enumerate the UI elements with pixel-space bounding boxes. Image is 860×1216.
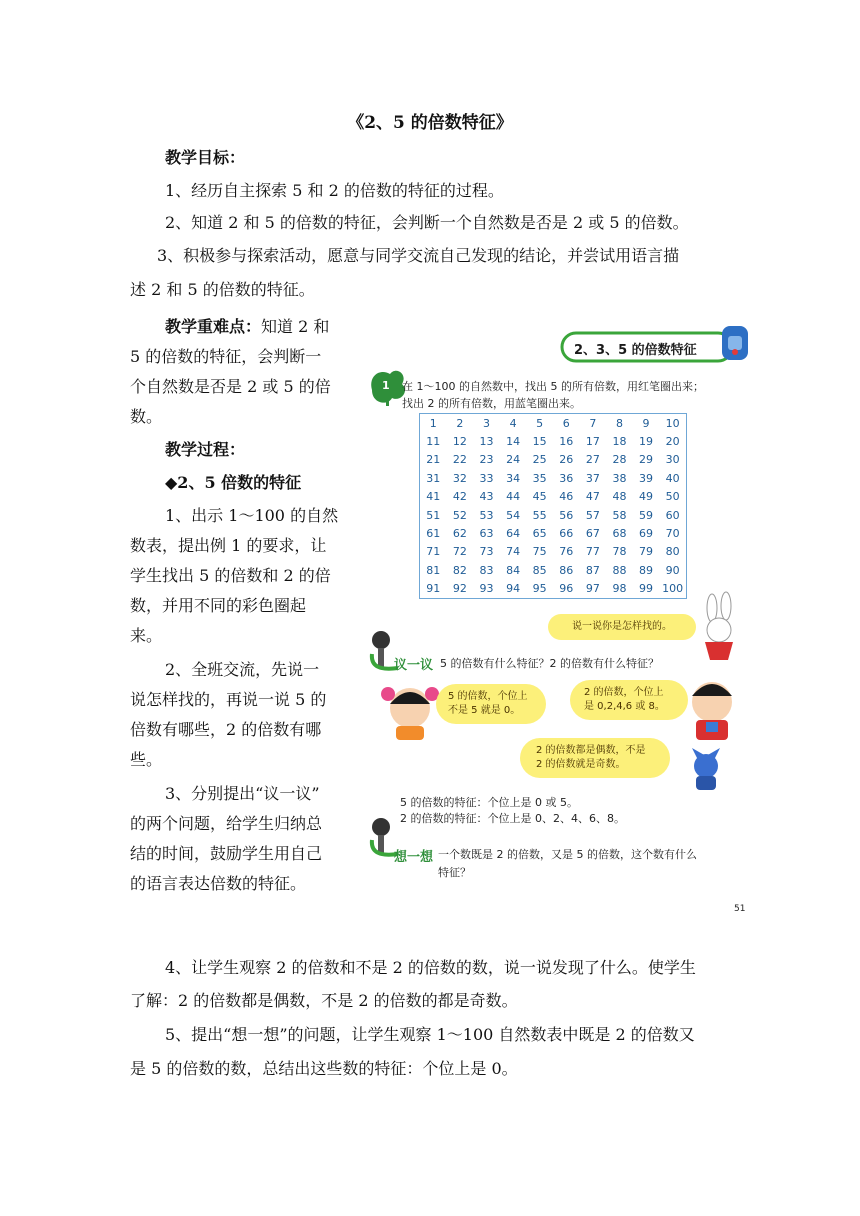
example-instruction: 在 1～100 的自然数中，找出 5 的所有倍数，用红笔圈出来； xyxy=(402,380,704,393)
objective-3-cont: 述 2 和 5 的倍数的特征。 xyxy=(130,280,315,299)
objective-1: 1、经历自主探索 5 和 2 的倍数的特征的过程。 xyxy=(165,181,504,200)
key-points-line: 5 的倍数的特征，会判断一 xyxy=(130,347,322,366)
table-cell: 5 xyxy=(536,416,544,430)
table-cell: 57 xyxy=(585,508,600,522)
table-cell: 41 xyxy=(426,490,441,504)
think-question: 一个数既是 2 的倍数，又是 5 的倍数，这个数有什么 xyxy=(438,848,697,861)
table-cell: 20 xyxy=(665,435,680,449)
table-cell: 53 xyxy=(479,508,494,522)
table-cell: 4 xyxy=(509,416,517,430)
process-line: 结的时间，鼓励学生用自己 xyxy=(130,844,323,863)
rabbit-character-icon xyxy=(705,592,733,660)
process-line: 4、让学生观察 2 的倍数和不是 2 的倍数的数，说一说发现了什么。使学生 xyxy=(165,958,696,977)
table-cell: 93 xyxy=(479,582,494,596)
table-cell: 32 xyxy=(452,471,467,485)
table-cell: 92 xyxy=(452,582,467,596)
table-cell: 91 xyxy=(426,582,441,596)
process-heading: 教学过程： xyxy=(165,440,246,459)
table-cell: 81 xyxy=(426,563,441,577)
example-number: 1 xyxy=(382,379,390,392)
table-row xyxy=(420,506,687,524)
bubble-line: 2 的倍数就是奇数。 xyxy=(536,759,626,770)
table-cell: 94 xyxy=(506,582,521,596)
table-cell: 18 xyxy=(612,435,627,449)
table-cell: 68 xyxy=(612,527,627,541)
table-cell: 49 xyxy=(639,490,654,504)
table-cell: 60 xyxy=(665,508,680,522)
table-cell: 28 xyxy=(612,453,627,467)
bubble-line: 不是 5 就是 0。 xyxy=(448,705,521,716)
table-row xyxy=(420,524,687,542)
table-cell: 82 xyxy=(452,563,467,577)
girl-speech-bubble xyxy=(436,684,546,724)
table-cell: 51 xyxy=(426,508,441,522)
process-line: 数表，提出例 1 的要求，让 xyxy=(130,536,327,555)
table-cell: 6 xyxy=(562,416,570,430)
table-cell: 80 xyxy=(665,545,680,559)
table-cell: 46 xyxy=(559,490,574,504)
table-cell: 97 xyxy=(585,582,600,596)
table-cell: 35 xyxy=(532,471,547,485)
table-cell: 98 xyxy=(612,582,627,596)
table-cell: 29 xyxy=(639,453,654,467)
table-row xyxy=(420,451,687,469)
process-line: 来。 xyxy=(130,626,163,645)
table-cell: 25 xyxy=(532,453,547,467)
process-line: 1、出示 1～100 的自然 xyxy=(165,506,339,525)
process-line: 了解：2 的倍数都是偶数，不是 2 的倍数的都是奇数。 xyxy=(130,991,518,1010)
discuss-label: 议一议 xyxy=(394,658,434,673)
table-cell: 54 xyxy=(506,508,521,522)
table-cell: 44 xyxy=(506,490,521,504)
table-cell: 79 xyxy=(639,545,654,559)
table-cell: 58 xyxy=(612,508,627,522)
table-cell: 12 xyxy=(452,435,467,449)
table-cell: 24 xyxy=(506,453,521,467)
figure-banner-title: 2、3、5 的倍数特征 xyxy=(574,343,697,358)
table-cell: 33 xyxy=(479,471,494,485)
table-cell: 3 xyxy=(482,416,490,430)
table-cell: 67 xyxy=(585,527,600,541)
rabbit-speech-bubble: 说一说你是怎样找的。 xyxy=(548,614,696,640)
table-cell: 62 xyxy=(452,527,467,541)
process-line: 说怎样找的，再说一说 5 的 xyxy=(130,690,327,709)
table-cell: 69 xyxy=(639,527,654,541)
discuss-question: 5 的倍数有什么特征？2 的倍数有什么特征？ xyxy=(440,657,659,670)
table-cell: 10 xyxy=(665,416,680,430)
table-cell: 89 xyxy=(639,563,654,577)
table-cell: 43 xyxy=(479,490,494,504)
think-question: 特征？ xyxy=(438,866,471,879)
table-cell: 45 xyxy=(532,490,547,504)
table-cell: 83 xyxy=(479,563,494,577)
table-cell: 95 xyxy=(532,582,547,596)
process-line: 的两个问题，给学生归纳总 xyxy=(130,814,323,833)
table-cell: 71 xyxy=(426,545,441,559)
process-line: 的语言表达倍数的特征。 xyxy=(130,874,307,893)
table-cell: 84 xyxy=(506,563,521,577)
table-row xyxy=(420,432,687,450)
process-line: 些。 xyxy=(130,750,163,769)
table-cell: 34 xyxy=(506,471,521,485)
key-points-line: 数。 xyxy=(130,407,163,426)
objective-3: 3、积极参与探索活动，愿意与同学交流自己发现的结论，并尝试用语言描 xyxy=(157,246,680,265)
table-row xyxy=(420,561,687,579)
table-cell: 30 xyxy=(665,453,680,467)
cat-character-icon xyxy=(692,748,720,790)
table-cell: 61 xyxy=(426,527,441,541)
table-cell: 1 xyxy=(429,416,437,430)
table-cell: 7 xyxy=(589,416,597,430)
backpack-icon xyxy=(722,326,748,360)
boy-character-icon xyxy=(692,682,732,740)
table-cell: 8 xyxy=(615,416,623,430)
table-cell: 47 xyxy=(585,490,600,504)
table-cell: 11 xyxy=(426,435,441,449)
summary-5: 5 的倍数的特征：个位上是 0 或 5。 xyxy=(400,796,578,809)
process-line: 倍数有哪些，2 的倍数有哪 xyxy=(130,720,322,739)
girl-character-icon xyxy=(381,687,439,740)
table-cell: 70 xyxy=(665,527,680,541)
table-cell: 87 xyxy=(585,563,600,577)
table-row xyxy=(420,414,687,433)
boy-speech-bubble xyxy=(570,680,688,720)
table-cell: 52 xyxy=(452,508,467,522)
key-points-text: 知道 2 和 xyxy=(261,317,330,336)
example-instruction: 找出 2 的所有倍数，用蓝笔圈出来。 xyxy=(402,397,581,410)
page-number: 51 xyxy=(734,904,746,914)
table-cell: 42 xyxy=(452,490,467,504)
table-row xyxy=(420,469,687,487)
process-line: 是 5 的倍数的数，总结出这些数的特征：个位上是 0。 xyxy=(130,1059,518,1078)
table-cell: 75 xyxy=(532,545,547,559)
table-cell: 48 xyxy=(612,490,627,504)
table-cell: 66 xyxy=(559,527,574,541)
document-title: 《2、5 的倍数特征》 xyxy=(347,113,513,133)
table-cell: 74 xyxy=(506,545,521,559)
table-cell: 73 xyxy=(479,545,494,559)
table-cell: 99 xyxy=(639,582,654,596)
table-cell: 15 xyxy=(532,435,547,449)
table-cell: 19 xyxy=(639,435,654,449)
objective-2: 2、知道 2 和 5 的倍数的特征，会判断一个自然数是否是 2 或 5 的倍数。 xyxy=(165,213,689,232)
process-line: 数，并用不同的彩色圈起 xyxy=(130,596,307,615)
process-line: 3、分别提出“议一议” xyxy=(165,784,320,803)
key-points-label: 教学重难点： xyxy=(165,317,262,336)
process-line: 2、全班交流，先说一 xyxy=(165,660,320,679)
table-row xyxy=(420,488,687,506)
table-cell: 76 xyxy=(559,545,574,559)
table-cell: 14 xyxy=(506,435,521,449)
table-cell: 50 xyxy=(665,490,680,504)
table-cell: 65 xyxy=(532,527,547,541)
table-cell: 64 xyxy=(506,527,521,541)
table-cell: 88 xyxy=(612,563,627,577)
table-cell: 27 xyxy=(585,453,600,467)
table-cell: 26 xyxy=(559,453,574,467)
table-row xyxy=(420,543,687,561)
table-cell: 85 xyxy=(532,563,547,577)
summary-2: 2 的倍数的特征：个位上是 0、2、4、6、8。 xyxy=(400,812,625,825)
process-line: 学生找出 5 的倍数和 2 的倍 xyxy=(130,566,331,585)
table-cell: 63 xyxy=(479,527,494,541)
table-cell: 86 xyxy=(559,563,574,577)
number-table xyxy=(419,413,687,599)
key-points-line: 个自然数是否是 2 或 5 的倍 xyxy=(130,377,331,396)
table-cell: 96 xyxy=(559,582,574,596)
table-cell: 38 xyxy=(612,471,627,485)
table-cell: 2 xyxy=(456,416,464,430)
table-cell: 37 xyxy=(585,471,600,485)
table-cell: 23 xyxy=(479,453,494,467)
bubble-line: 2 的倍数，个位上 xyxy=(584,687,664,698)
bubble-line: 是 0,2,4,6 或 8。 xyxy=(584,701,665,712)
process-line: 5、提出“想一想”的问题，让学生观察 1～100 自然数表中既是 2 的倍数又 xyxy=(165,1025,695,1044)
bubble-line: 5 的倍数，个位上 xyxy=(448,691,528,702)
table-cell: 77 xyxy=(585,545,600,559)
table-cell: 100 xyxy=(662,582,684,596)
table-cell: 90 xyxy=(665,563,680,577)
table-cell: 78 xyxy=(612,545,627,559)
table-cell: 55 xyxy=(532,508,547,522)
table-cell: 72 xyxy=(452,545,467,559)
table-cell: 39 xyxy=(639,471,654,485)
table-cell: 36 xyxy=(559,471,574,485)
table-cell: 16 xyxy=(559,435,574,449)
think-label: 想一想 xyxy=(394,850,434,865)
table-row xyxy=(420,580,687,599)
table-cell: 21 xyxy=(426,453,441,467)
objectives-heading: 教学目标： xyxy=(165,148,246,167)
section-heading: ◆2、5 倍数的特征 xyxy=(165,473,302,492)
table-cell: 31 xyxy=(426,471,441,485)
bubble-line: 2 的倍数都是偶数，不是 xyxy=(536,745,646,756)
table-cell: 40 xyxy=(665,471,680,485)
table-cell: 13 xyxy=(479,435,494,449)
cat-speech-bubble xyxy=(520,738,670,778)
table-cell: 9 xyxy=(642,416,650,430)
table-cell: 56 xyxy=(559,508,574,522)
table-cell: 17 xyxy=(585,435,600,449)
table-cell: 22 xyxy=(452,453,467,467)
table-cell: 59 xyxy=(639,508,654,522)
